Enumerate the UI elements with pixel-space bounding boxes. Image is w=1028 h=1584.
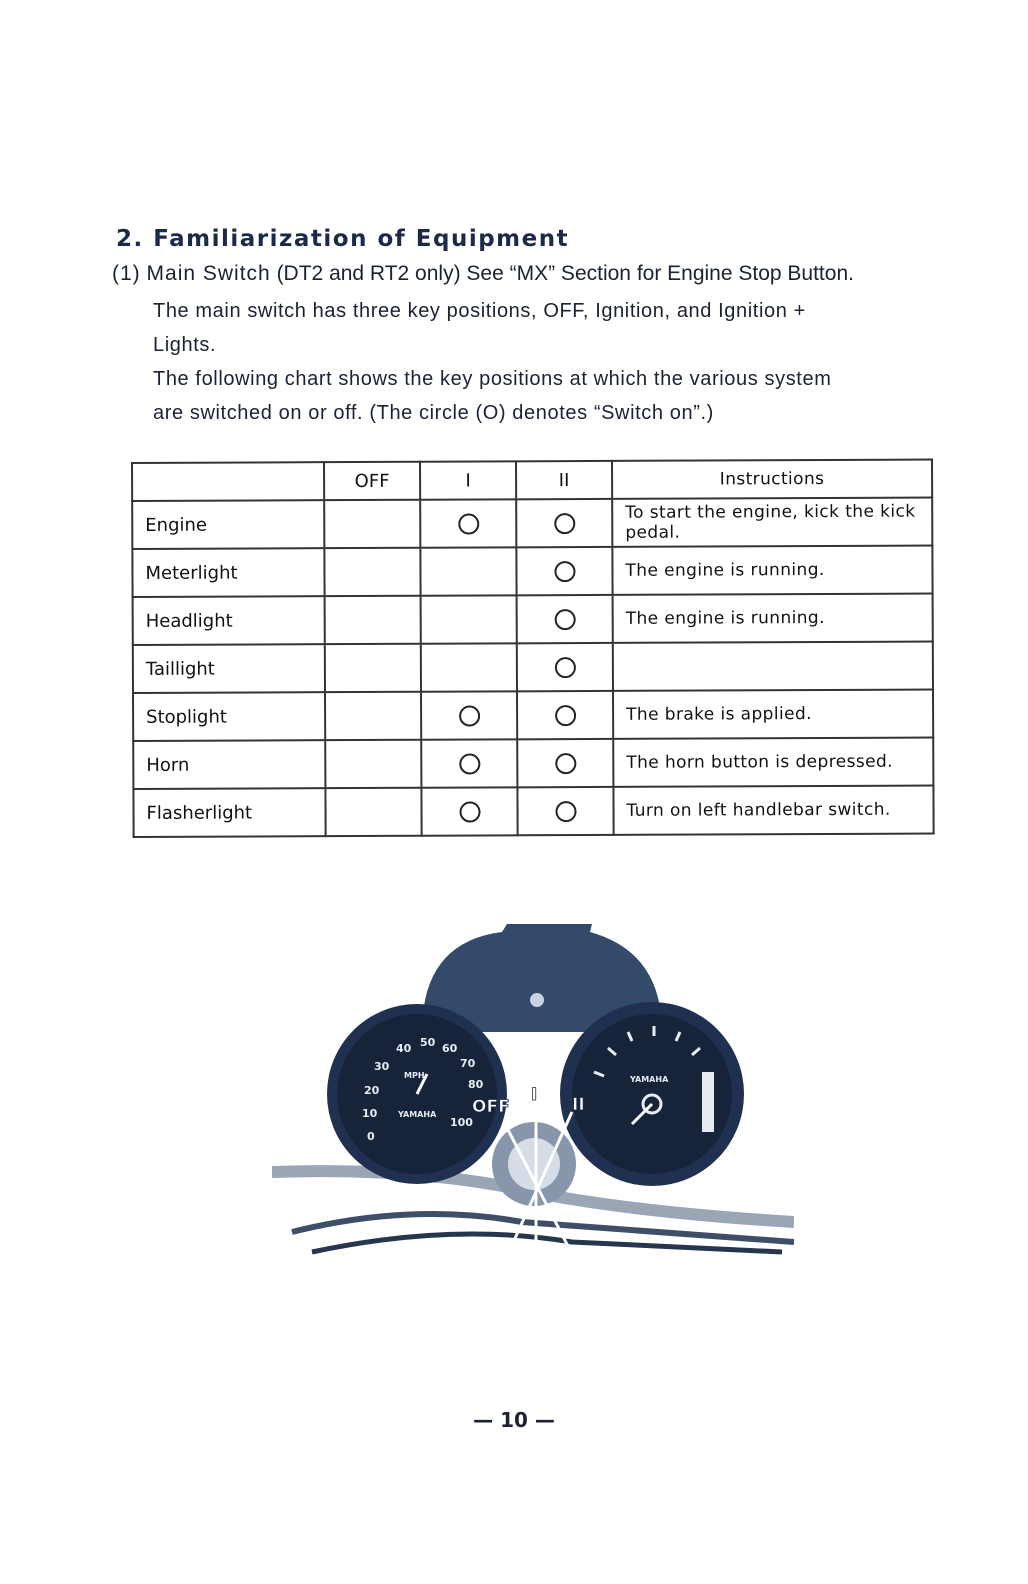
tacho-redzone [702,1072,714,1132]
switch-on-circle-icon [555,801,576,822]
switch-on-circle-icon [554,561,575,582]
system-name: Meterlight [132,548,324,597]
position-cell [325,692,421,740]
table-body [132,498,933,837]
speedo-number: 40 [396,1042,412,1055]
system-name: Taillight [133,644,325,693]
instruction: The engine is running. [613,594,933,643]
position-cell [421,691,517,739]
position-cell [325,596,421,644]
position-cell [516,547,612,595]
speedo-unit: MPH [404,1071,425,1080]
position-cell [517,595,613,643]
header-blank [132,462,324,501]
header-instructions: Instructions [612,460,932,499]
paragraph-line-3: The following chart shows the key positions at which the various system [153,368,832,390]
position-cell [421,595,517,643]
subsection-note: (DT2 and RT2 only) See “MX” Section for Engine Stop Button. [276,262,854,285]
page-number: — 10 — [473,1408,555,1432]
table-row [132,546,932,597]
system-name: Stoplight [133,692,325,741]
instruction [613,642,933,691]
position-cell [325,788,421,836]
position-cell [420,499,516,547]
speedo-number: 50 [420,1036,436,1049]
table-row [132,498,932,549]
table-row [133,690,933,741]
paragraph-line-2: Lights. [153,334,217,356]
speedo-number: 70 [460,1057,476,1070]
system-name: Headlight [133,596,325,645]
section-heading: 2. Familiarization of Equipment [116,226,570,252]
speedo-number: 10 [362,1107,378,1120]
position-cell [517,691,613,739]
subsection-number: (1) [112,262,141,285]
position-cell [516,499,612,547]
position-cell [420,547,516,595]
position-cell [325,644,421,692]
header-ignition: I [420,461,516,499]
instruction: The engine is running. [612,546,932,595]
system-name: Flasherlight [133,788,325,837]
system-name: Horn [133,740,325,789]
position-cell [421,739,517,787]
paragraph-line-1: The main switch has three key positions, OFF, Ignition, and Ignition + [153,300,806,322]
header-ignition-lights: II [516,461,612,499]
instruction: The horn button is depressed. [613,738,933,787]
position-cell [421,787,517,835]
switch-on-circle-icon [555,753,576,774]
speedo-number: 20 [364,1084,380,1097]
key-label-i: I [531,1085,538,1105]
table-header-row [132,460,932,501]
switch-on-circle-icon [459,801,480,822]
switch-on-circle-icon [459,705,480,726]
position-cell [517,787,613,835]
position-cell [517,739,613,787]
position-cell [324,548,420,596]
position-cell [324,500,420,548]
instruction: The brake is applied. [613,690,933,739]
speedo-number: 0 [367,1130,375,1143]
key-label-off: OFF [472,1097,510,1117]
speedo-number: 60 [442,1042,458,1055]
switch-on-circle-icon [459,753,480,774]
switch-on-circle-icon [554,513,575,534]
table-row [133,594,933,645]
paragraph-line-4: are switched on or off. (The circle (O) denotes “Switch on”.) [153,402,714,424]
switch-table [131,459,935,838]
subsection-title: Main Switch [146,262,271,285]
table-row [133,786,933,837]
speedo-number: 80 [468,1078,484,1091]
switch-chart [131,462,933,838]
key-label-ii: II [572,1095,585,1115]
system-name: Engine [132,500,324,549]
tacho-brand: YAMAHA [630,1075,669,1084]
position-cell [421,643,517,691]
switch-on-circle-icon [555,705,576,726]
position-cell [517,643,613,691]
header-off: OFF [324,462,420,500]
switch-on-circle-icon [554,609,575,630]
instruction: Turn on left handlebar switch. [613,786,933,835]
housing-bolt [530,993,544,1007]
switch-on-circle-icon [458,513,479,534]
subsection-heading [112,262,854,286]
speedo-number: 100 [450,1116,473,1129]
speedo-number: 30 [374,1060,390,1073]
instruction: To start the engine, kick the kick pedal. [612,498,932,547]
table-row [133,642,933,693]
position-cell [325,740,421,788]
instrument-cluster-photo [272,922,794,1262]
speedo-brand: YAMAHA [398,1110,437,1119]
table-row [133,738,933,789]
switch-on-circle-icon [554,657,575,678]
